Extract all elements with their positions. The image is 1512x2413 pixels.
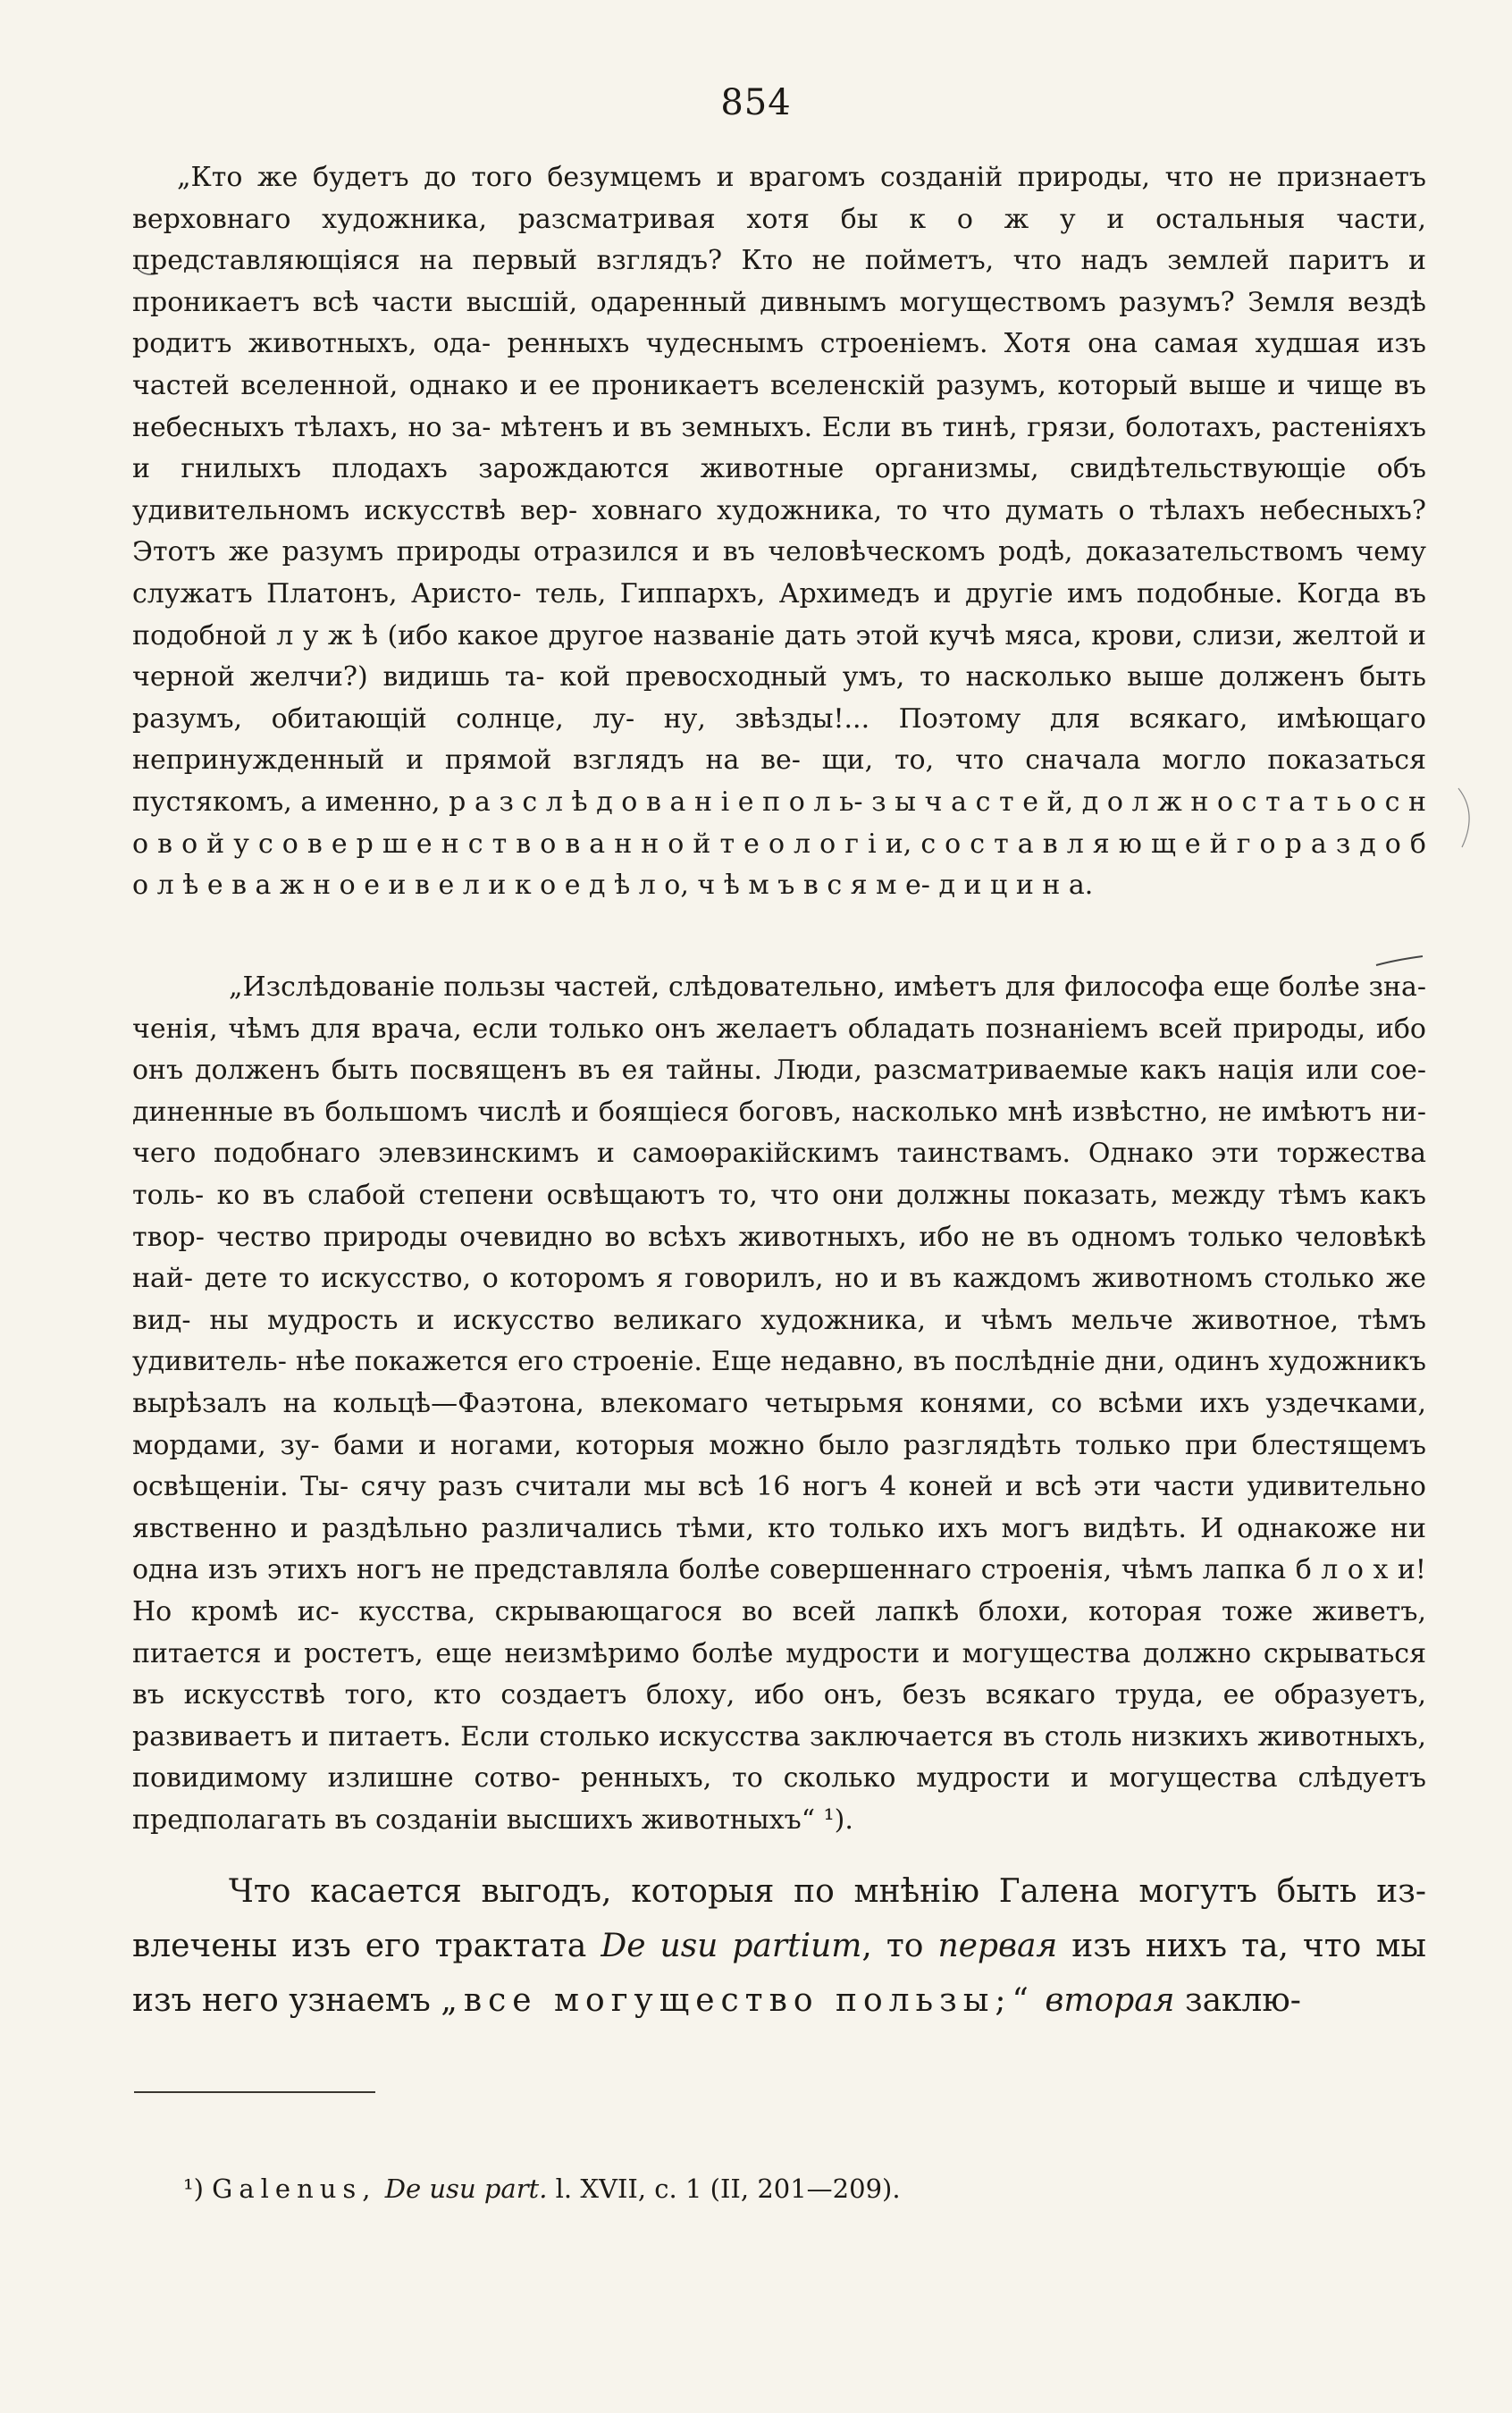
text-line: на первый взглядъ? Кто не пойметъ, что надъ землей паритъ и проникаетъ всѣ части: [132, 245, 1426, 318]
text-line: раздѣльно различались тѣми, кто только ихъ могъ видѣть. И однакоже ни одна изъ этихъ: [132, 1512, 1427, 1586]
text-line: кой превосходный умъ, то насколько выше долженъ быть разумъ, обитающій солнце, лу-: [132, 661, 1426, 735]
text-line: ны мудрость и искусство великаго художника, и чѣмъ мельче животное, тѣмъ удивитель-: [132, 1304, 1426, 1378]
text-line: „Изслѣдованіе пользы частей, слѣдовательно, имѣетъ для философа еще болѣе зна-: [229, 971, 1426, 1003]
text-line: ховнаго художника, то что думать о тѣлахъ небесныхъ? Этотъ же разумъ природы: [132, 494, 1426, 568]
body-text: заклю-: [1174, 1982, 1301, 2019]
text-line: щи, то, что сначала могло показаться пустякомъ, а именно, р а з с л ѣ д о в а н і е п о л ь-: [132, 744, 1426, 818]
text-line: верховнаго художника, разсматривая хотя бы к о ж у и остальныя части, представляющіяся: [132, 203, 1426, 277]
footnote-marker: ¹): [183, 2173, 204, 2204]
body-text: , то: [861, 1928, 938, 1964]
footnote-work: De usu part.: [384, 2173, 548, 2204]
text-line: высшій, одаренный дивнымъ могуществомъ разумъ? Земля вездѣ родитъ животныхъ, ода-: [132, 286, 1426, 360]
quote-paragraph-2: [132, 967, 1426, 1841]
text-line: животныхъ“ ¹).: [641, 1803, 853, 1836]
text-line: онъ долженъ быть посвященъ въ ея тайны. Люди, разсматриваемые какъ нація или сое-: [132, 1055, 1426, 1087]
text-line: диненные въ большомъ числѣ и боящіеся боговъ, насколько мнѣ извѣстно, не имѣютъ ни-: [132, 1096, 1426, 1128]
work-title: De usu partium: [601, 1928, 862, 1964]
text-line: ко въ слабой степени освѣщаютъ то, что они должны показать, между тѣмъ какъ твор-: [132, 1179, 1426, 1253]
text-line: чего подобнаго элевзинскимъ и самоѳракійскимъ таинствамъ. Однако эти торжества толь-: [132, 1138, 1426, 1211]
text-line: ченія, чѣмъ для врача, если только онъ желаетъ обладать познаніемъ всей природы, ибо: [132, 1013, 1426, 1045]
footnote-divider: [134, 2091, 375, 2093]
body-text: что мы изъ него узнаемъ: [132, 1928, 1426, 2019]
text-line: бами и ногами, которыя можно было разглядѣть только при блестящемъ освѣщеніи. Ты-: [132, 1429, 1426, 1503]
text-line: еще неизмѣримо болѣе мудрости и могущества должно скрываться въ искусствѣ того, кто: [132, 1637, 1426, 1711]
spaced-phrase: „все могущество пользы;“: [441, 1982, 1035, 2019]
quote-paragraph-1: [132, 157, 1426, 907]
text-line: ну, звѣзды!... Поэтому для всякаго, имѣющаго непринужденный и прямой взглядъ на ве-: [132, 702, 1426, 777]
text-line: другое названіе дать этой кучѣ мяса, крови, слизи, желтой и черной желчи?) видишь та-: [132, 619, 1427, 694]
body-paragraph: [132, 1864, 1426, 2028]
text-line: дете то искусство, о которомъ я говорилъ, но и въ каждомъ животномъ столько же вид-: [132, 1263, 1426, 1336]
text-line: чество природы очевидно во всѣхъ животныхъ, ибо не въ одномъ только человѣкѣ най-: [132, 1221, 1426, 1295]
text-line: и ее проникаетъ вселенскій разумъ, который выше и чище въ небесныхъ тѣлахъ, но за-: [132, 369, 1426, 443]
text-line: „Кто же будетъ до того безумцемъ и врагомъ созданій природы, что не признаетъ: [177, 162, 1426, 193]
pencil-mark: [1455, 786, 1482, 849]
text-line: нѣе покажется его строеніе. Еще недавно, въ послѣдніе дни, одинъ художникъ вырѣзалъ: [132, 1346, 1426, 1419]
text-line: з ы ч а с т е й, д о л ж н о с т а т ь о с н о в о й у с о в е р ш е н с т в о в а н н о й т е о л о г і и,: [132, 786, 1427, 860]
text-line: на кольцѣ—Фаэтона, влекомаго четырьмя конями, со всѣми ихъ уздечками, мордами, зу-: [132, 1387, 1426, 1461]
body-text: Что касается выгодъ, которыя по мнѣнію Галена могутъ быть из-: [229, 1873, 1426, 1910]
body-text: влечены изъ его трактата: [132, 1928, 601, 1964]
text-line: отразился и въ человѣческомъ родѣ, доказательствомъ чему служатъ Платонъ, Аристо-: [132, 536, 1426, 610]
emphasis-second: вторая: [1045, 1982, 1175, 2019]
emphasis-first: первая: [937, 1928, 1058, 1964]
footnote-author: Galenus,: [212, 2173, 377, 2204]
text-line: ренныхъ чудеснымъ строеніемъ. Хотя она самая худшая изъ частей вселенной, однако: [132, 328, 1426, 401]
footnote-ref: l. XVII, c. 1 (II, 201—209).: [555, 2173, 901, 2204]
text-line: д и ц и н а.: [938, 870, 1094, 902]
text-line: ногъ не представляла болѣе совершеннаго строенія, чѣмъ лапка б л о х и! Но кромѣ ис-: [132, 1554, 1426, 1627]
page-number: 854: [720, 82, 792, 123]
footnote: [183, 2173, 1345, 2204]
text-line: тель, Гиппархъ, Архимедъ и другіе имъ подобные. Когда въ подобной л у ж ѣ (ибо какое: [132, 577, 1426, 652]
pencil-mark: [1374, 951, 1424, 969]
text-line: столько искусства заключается въ столь низкихъ животныхъ, повидимому излишне сотво-: [132, 1720, 1427, 1795]
text-line: кусства, скрывающагося во всей лапкѣ блохи, которая тоже живетъ, питается и ростетъ,: [132, 1595, 1427, 1669]
body-text: изъ нихъ та,: [1057, 1928, 1289, 1964]
text-line: с о с т а в л я ю щ е й г о р а з д о б о л ѣ е в а ж н о е и в е л и к о е д ѣ л о, ч ѣ м ъ в с я м е-: [132, 828, 1426, 902]
text-line: создаетъ блоху, ибо онъ, безъ всякаго труда, ее образуетъ, развиваетъ и питаетъ. Если: [132, 1679, 1426, 1753]
text-line: зарождаются животные организмы, свидѣтельствующіе объ удивительномъ искусствѣ вер-: [132, 453, 1426, 526]
text-line: ренныхъ, то сколько мудрости и могущества слѣдуетъ предполагать въ созданіи высшихъ: [132, 1762, 1426, 1836]
text-line: сячу разъ считали мы всѣ 16 ногъ 4 коней и всѣ эти части удивительно явственно и: [132, 1471, 1426, 1544]
text-line: мѣтенъ и въ земныхъ. Если въ тинѣ, грязи, болотахъ, растеніяхъ и гнилыхъ плодахъ: [132, 411, 1426, 485]
body-text: [1035, 1982, 1045, 2019]
